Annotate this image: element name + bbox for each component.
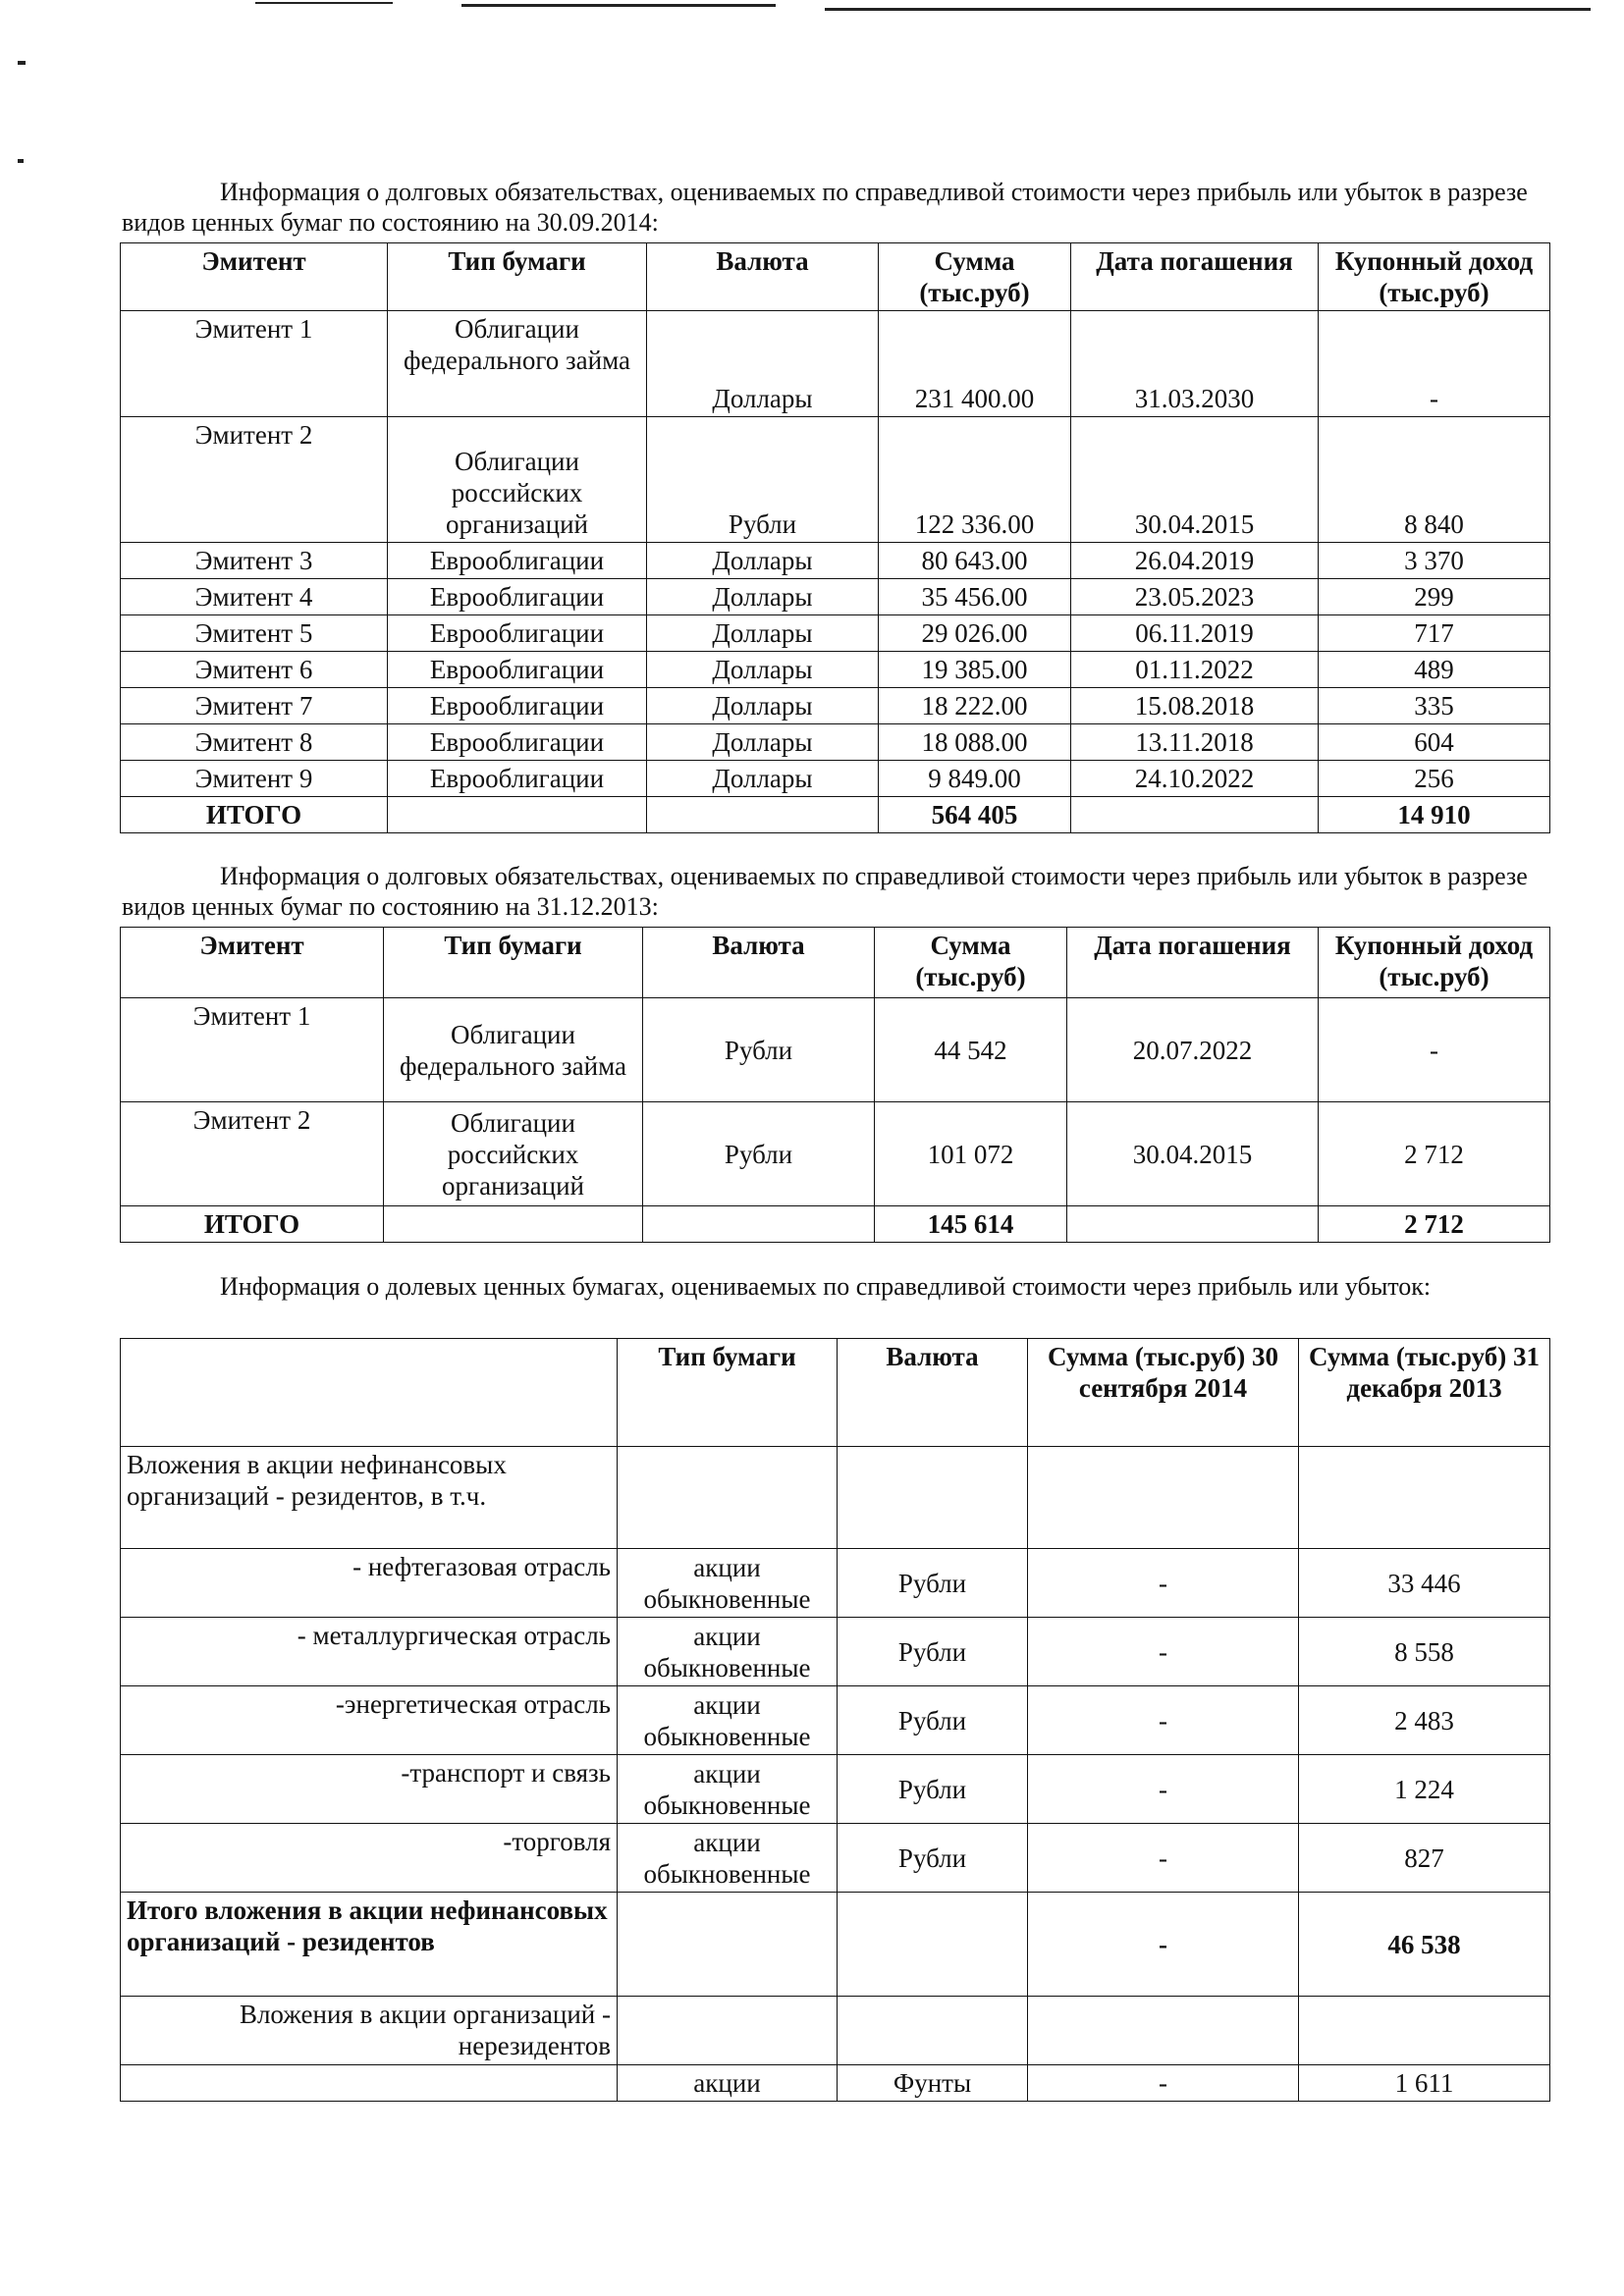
cell-amount-sep2014: - (1028, 1686, 1299, 1755)
column-header: Валюта (643, 928, 875, 998)
group-label-nonresidents: Вложения в акции организаций - нерезидентов (121, 1997, 618, 2065)
cell-maturity: 23.05.2023 (1071, 579, 1319, 615)
cell-amount-dec2013: 8 558 (1299, 1618, 1550, 1686)
column-header: Купонный доход (тыс.руб) (1319, 928, 1550, 998)
subtotal-row (121, 1893, 1550, 1997)
cell-currency: Доллары (647, 543, 879, 579)
scan-artifact-line (461, 4, 776, 7)
scan-artifact-line (825, 8, 1591, 11)
table-row (121, 724, 1550, 761)
cell-type: акции обыкновенные (618, 1549, 838, 1618)
total-row (121, 1206, 1550, 1243)
cell-maturity: 31.03.2030 (1071, 311, 1319, 417)
subtotal-sep2014: - (1028, 1893, 1299, 1997)
section3-intro-text: Информация о долевых ценных бумагах, оцениваемых по справедливой стоимости через прибыль или убыток: (220, 1272, 1432, 1301)
column-header: Валюта (647, 243, 879, 311)
cell-amount-sep2014: - (1028, 1618, 1299, 1686)
cell-maturity: 24.10.2022 (1071, 761, 1319, 797)
cell-type: Облигации федерального займа (388, 311, 647, 417)
table-header-row (121, 243, 1550, 311)
empty-cell (388, 797, 647, 833)
column-header: Дата погашения (1071, 243, 1319, 311)
cell-industry (121, 2065, 618, 2102)
cell-coupon: - (1319, 311, 1550, 417)
empty-cell (647, 797, 879, 833)
cell-coupon: 335 (1319, 688, 1550, 724)
cell-amount: 122 336.00 (879, 417, 1071, 543)
column-header: Сумма (тыс.руб) (879, 243, 1071, 311)
cell-currency: Доллары (647, 615, 879, 652)
cell-type: Облигации федерального займа (384, 998, 643, 1102)
cell-amount: 18 088.00 (879, 724, 1071, 761)
cell-maturity: 26.04.2019 (1071, 543, 1319, 579)
debt-table-2014 (120, 242, 1550, 833)
cell-amount-sep2014: - (1028, 1549, 1299, 1618)
cell-amount: 231 400.00 (879, 311, 1071, 417)
column-header: Сумма (тыс.руб) (875, 928, 1067, 998)
table-row (121, 417, 1550, 543)
total-amount: 145 614 (875, 1206, 1067, 1243)
column-header: Тип бумаги (384, 928, 643, 998)
cell-currency: Рубли (838, 1824, 1028, 1893)
column-header: Дата погашения (1067, 928, 1319, 998)
cell-issuer: Эмитент 6 (121, 652, 388, 688)
scan-artifact-dot (18, 159, 24, 163)
cell-currency: Рубли (643, 998, 875, 1102)
column-header: Сумма (тыс.руб) 30 сентября 2014 (1028, 1339, 1299, 1447)
cell-coupon: 489 (1319, 652, 1550, 688)
cell-maturity: 30.04.2015 (1067, 1102, 1319, 1206)
total-amount: 564 405 (879, 797, 1071, 833)
cell-type: Еврооблигации (388, 761, 647, 797)
cell-amount-dec2013: 33 446 (1299, 1549, 1550, 1618)
cell-coupon: 256 (1319, 761, 1550, 797)
cell-coupon: 717 (1319, 615, 1550, 652)
cell-currency: Доллары (647, 724, 879, 761)
cell-coupon: 3 370 (1319, 543, 1550, 579)
column-header: Эмитент (121, 928, 384, 998)
cell-coupon: 604 (1319, 724, 1550, 761)
table-row (121, 1686, 1550, 1755)
cell-coupon: - (1319, 998, 1550, 1102)
empty-cell (618, 1893, 838, 1997)
total-label: ИТОГО (121, 1206, 384, 1243)
cell-maturity: 15.08.2018 (1071, 688, 1319, 724)
subtotal-dec2013: 46 538 (1299, 1893, 1550, 1997)
column-header: Валюта (838, 1339, 1028, 1447)
column-header: Сумма (тыс.руб) 31 декабря 2013 (1299, 1339, 1550, 1447)
table-row (121, 543, 1550, 579)
cell-type: акции обыкновенные (618, 1686, 838, 1755)
cell-maturity: 30.04.2015 (1071, 417, 1319, 543)
cell-currency: Рубли (838, 1618, 1028, 1686)
table-row (121, 579, 1550, 615)
cell-maturity: 01.11.2022 (1071, 652, 1319, 688)
cell-industry: - металлургическая отрасль (121, 1618, 618, 1686)
group-row (121, 1447, 1550, 1549)
section3-intro (122, 1271, 1555, 1302)
cell-currency: Доллары (647, 761, 879, 797)
table-row (121, 1755, 1550, 1824)
group-row (121, 1997, 1550, 2065)
section2-intro (122, 861, 1555, 922)
cell-coupon: 299 (1319, 579, 1550, 615)
cell-industry: -энергетическая отрасль (121, 1686, 618, 1755)
group-label-residents: Вложения в акции нефинансовых организаций - резидентов, в т.ч. (121, 1447, 618, 1549)
cell-coupon: 8 840 (1319, 417, 1550, 543)
empty-cell (1028, 1447, 1299, 1549)
cell-amount: 101 072 (875, 1102, 1067, 1206)
cell-amount-dec2013: 2 483 (1299, 1686, 1550, 1755)
cell-type: акции обыкновенные (618, 1618, 838, 1686)
cell-type: Еврооблигации (388, 543, 647, 579)
cell-type: Облигации российских организаций (384, 1102, 643, 1206)
cell-issuer: Эмитент 8 (121, 724, 388, 761)
table-row (121, 1618, 1550, 1686)
empty-cell (1028, 1997, 1299, 2065)
debt-table-2013 (120, 927, 1550, 1243)
cell-industry: -транспорт и связь (121, 1755, 618, 1824)
cell-industry: - нефтегазовая отрасль (121, 1549, 618, 1618)
cell-currency: Рубли (838, 1755, 1028, 1824)
equity-table (120, 1338, 1550, 2102)
cell-issuer: Эмитент 1 (121, 311, 388, 417)
empty-cell (1071, 797, 1319, 833)
cell-amount: 35 456.00 (879, 579, 1071, 615)
empty-cell (618, 1447, 838, 1549)
cell-amount: 80 643.00 (879, 543, 1071, 579)
cell-type: Еврооблигации (388, 615, 647, 652)
scan-artifact-dot (18, 61, 26, 65)
cell-issuer: Эмитент 2 (121, 1102, 384, 1206)
empty-cell (643, 1206, 875, 1243)
cell-currency: Доллары (647, 579, 879, 615)
cell-issuer: Эмитент 5 (121, 615, 388, 652)
total-coupon: 14 910 (1319, 797, 1550, 833)
section2-intro-text: Информация о долговых обязательствах, оцениваемых по справедливой стоимости через прибыль или убыток в разрезе видов ценных бумаг по состоянию на 31.12.2013: (122, 862, 1528, 921)
cell-currency: Рубли (838, 1686, 1028, 1755)
table-header-row (121, 928, 1550, 998)
cell-currency: Доллары (647, 311, 879, 417)
cell-currency: Фунты (838, 2065, 1028, 2102)
cell-amount: 19 385.00 (879, 652, 1071, 688)
cell-type: Еврооблигации (388, 688, 647, 724)
cell-amount: 29 026.00 (879, 615, 1071, 652)
table-row (121, 998, 1550, 1102)
cell-amount-dec2013: 1 224 (1299, 1755, 1550, 1824)
cell-amount: 18 222.00 (879, 688, 1071, 724)
section1-intro (122, 177, 1555, 238)
cell-issuer: Эмитент 2 (121, 417, 388, 543)
cell-coupon: 2 712 (1319, 1102, 1550, 1206)
table-row (121, 1102, 1550, 1206)
cell-issuer: Эмитент 4 (121, 579, 388, 615)
table-row (121, 2065, 1550, 2102)
subtotal-label: Итого вложения в акции нефинансовых организаций - резидентов (121, 1893, 618, 1997)
cell-issuer: Эмитент 9 (121, 761, 388, 797)
total-row (121, 797, 1550, 833)
cell-amount: 44 542 (875, 998, 1067, 1102)
table-row (121, 615, 1550, 652)
table-header-row (121, 1339, 1550, 1447)
empty-cell (1299, 1447, 1550, 1549)
cell-currency: Рубли (838, 1549, 1028, 1618)
empty-cell (1067, 1206, 1319, 1243)
table-row (121, 1824, 1550, 1893)
table-row (121, 688, 1550, 724)
cell-type: Облигации российских организаций (388, 417, 647, 543)
cell-maturity: 06.11.2019 (1071, 615, 1319, 652)
cell-type: Еврооблигации (388, 579, 647, 615)
table-row (121, 311, 1550, 417)
cell-amount: 9 849.00 (879, 761, 1071, 797)
cell-issuer: Эмитент 7 (121, 688, 388, 724)
cell-currency: Доллары (647, 652, 879, 688)
cell-currency: Рубли (647, 417, 879, 543)
cell-industry: -торговля (121, 1824, 618, 1893)
cell-type: Еврооблигации (388, 652, 647, 688)
cell-amount-sep2014: - (1028, 2065, 1299, 2102)
empty-cell (384, 1206, 643, 1243)
empty-cell (838, 1893, 1028, 1997)
scan-artifact-line (255, 2, 393, 4)
table-row (121, 652, 1550, 688)
empty-cell (838, 1447, 1028, 1549)
cell-amount-dec2013: 1 611 (1299, 2065, 1550, 2102)
cell-currency: Доллары (647, 688, 879, 724)
total-coupon: 2 712 (1319, 1206, 1550, 1243)
cell-amount-dec2013: 827 (1299, 1824, 1550, 1893)
empty-cell (1299, 1997, 1550, 2065)
cell-currency: Рубли (643, 1102, 875, 1206)
section1-intro-text: Информация о долговых обязательствах, оцениваемых по справедливой стоимости через прибыль или убыток в разрезе видов ценных бумаг по состоянию на 30.09.2014: (122, 178, 1528, 237)
cell-amount-sep2014: - (1028, 1755, 1299, 1824)
cell-issuer: Эмитент 1 (121, 998, 384, 1102)
empty-cell (838, 1997, 1028, 2065)
table-row (121, 1549, 1550, 1618)
cell-type: акции обыкновенные (618, 1824, 838, 1893)
cell-maturity: 13.11.2018 (1071, 724, 1319, 761)
cell-type: Еврооблигации (388, 724, 647, 761)
cell-amount-sep2014: - (1028, 1824, 1299, 1893)
table-row (121, 761, 1550, 797)
column-header (121, 1339, 618, 1447)
cell-type: акции обыкновенные (618, 1755, 838, 1824)
empty-cell (618, 1997, 838, 2065)
cell-type: акции (618, 2065, 838, 2102)
total-label: ИТОГО (121, 797, 388, 833)
cell-maturity: 20.07.2022 (1067, 998, 1319, 1102)
cell-issuer: Эмитент 3 (121, 543, 388, 579)
column-header: Эмитент (121, 243, 388, 311)
column-header: Тип бумаги (618, 1339, 838, 1447)
column-header: Тип бумаги (388, 243, 647, 311)
column-header: Купонный доход (тыс.руб) (1319, 243, 1550, 311)
